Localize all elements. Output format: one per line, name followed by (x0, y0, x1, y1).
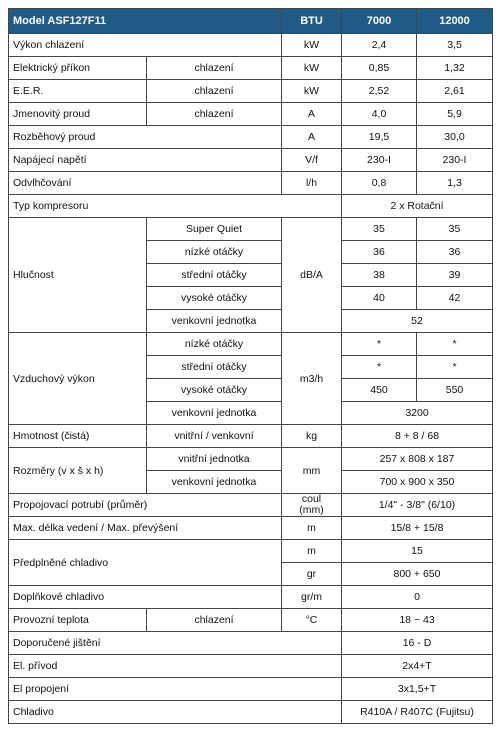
row-value-7000: 40 (342, 287, 417, 310)
row-label: Typ kompresoru (9, 195, 342, 218)
col2-header: 12000 (417, 9, 493, 34)
table-row (9, 103, 493, 126)
row-value: 3x1,5+T (342, 678, 493, 701)
row-value: 2 x Rotační (342, 195, 493, 218)
row-label: El. přívod (9, 655, 342, 678)
table-row (9, 632, 493, 655)
row-label: Napájecí napětí (9, 149, 282, 172)
table-row (9, 425, 493, 448)
row-value: 800 + 650 (342, 563, 493, 586)
row-label: Odvlhčování (9, 172, 282, 195)
unit-header: BTU (282, 9, 342, 34)
row-mode: chlazení (147, 80, 282, 103)
table-row (9, 678, 493, 701)
row-value: 15/8 + 15/8 (342, 517, 493, 540)
table-row (9, 609, 493, 632)
row-unit: A (282, 103, 342, 126)
table-row (9, 333, 493, 356)
row-label: Hmotnost (čistá) (9, 425, 147, 448)
table-row (9, 586, 493, 609)
row-unit: gr/m (282, 586, 342, 609)
row-value-12000: 5,9 (417, 103, 493, 126)
table-row (9, 517, 493, 540)
row-value: 257 x 808 x 187 (342, 448, 493, 471)
table-row (9, 494, 493, 517)
row-value-7000: 2,52 (342, 80, 417, 103)
row-value: 16 - D (342, 632, 493, 655)
row-mode: chlazení (147, 57, 282, 80)
row-unit: m3/h (282, 333, 342, 425)
table-row (9, 149, 493, 172)
row-value-7000: 2,4 (342, 34, 417, 57)
row-value-12000: 35 (417, 218, 493, 241)
table-row (9, 34, 493, 57)
row-mode: střední otáčky (147, 356, 282, 379)
row-value-7000: 230-I (342, 149, 417, 172)
table-row (9, 80, 493, 103)
row-label: Provozní teplota (9, 609, 147, 632)
row-value-12000: 42 (417, 287, 493, 310)
table-row (9, 655, 493, 678)
row-mode: venkovní jednotka (147, 310, 282, 333)
row-unit: dB/A (282, 218, 342, 333)
row-value: 15 (342, 540, 493, 563)
unit-line: coul (301, 493, 322, 505)
row-value: 8 + 8 / 68 (342, 425, 493, 448)
row-value-7000: 38 (342, 264, 417, 287)
row-value-12000: 39 (417, 264, 493, 287)
row-label: Rozměry (v x š x h) (9, 448, 147, 494)
row-value-7000: 36 (342, 241, 417, 264)
row-value-12000: 2,61 (417, 80, 493, 103)
row-mode: venkovní jednotka (147, 402, 282, 425)
row-value-12000: 3,5 (417, 34, 493, 57)
row-value-12000: * (417, 333, 493, 356)
row-mode: Super Quiet (147, 218, 282, 241)
row-unit: l/h (282, 172, 342, 195)
row-label: Výkon chlazení (9, 34, 282, 57)
row-unit: gr (282, 563, 342, 586)
row-value-7000: 0,8 (342, 172, 417, 195)
row-value: 52 (342, 310, 493, 333)
row-label: Max. délka vedení / Max. převýšení (9, 517, 282, 540)
row-mode: vysoké otáčky (147, 379, 282, 402)
row-value: 1/4" - 3/8" (6/10) (342, 494, 493, 517)
row-label: Elektrický příkon (9, 57, 147, 80)
table-row (9, 448, 493, 471)
row-value: 0 (342, 586, 493, 609)
unit-line: (mm) (299, 504, 324, 516)
col1-header: 7000 (342, 9, 417, 34)
row-unit: m (282, 540, 342, 563)
row-unit: m (282, 517, 342, 540)
row-label: Vzduchový výkon (9, 333, 147, 425)
row-mode: střední otáčky (147, 264, 282, 287)
row-unit: °C (282, 609, 342, 632)
row-label: Rozběhový proud (9, 126, 282, 149)
row-label: Doporučené jištění (9, 632, 342, 655)
row-value-7000: 4,0 (342, 103, 417, 126)
row-mode: chlazení (147, 103, 282, 126)
row-unit: mm (282, 448, 342, 494)
spec-table (8, 8, 493, 724)
row-mode: chlazení (147, 609, 282, 632)
row-mode: venkovní jednotka (147, 471, 282, 494)
row-label: Propojovací potrubí (průměr) (9, 494, 282, 517)
row-value-7000: * (342, 356, 417, 379)
table-row (9, 540, 493, 563)
row-unit: kW (282, 57, 342, 80)
row-label: El propojení (9, 678, 342, 701)
table-row (9, 57, 493, 80)
table-row (9, 195, 493, 218)
table-row (9, 126, 493, 149)
row-value-7000: 35 (342, 218, 417, 241)
row-mode: nízké otáčky (147, 241, 282, 264)
row-value: 2x4+T (342, 655, 493, 678)
row-value-7000: 19,5 (342, 126, 417, 149)
row-unit: A (282, 126, 342, 149)
model-header: Model ASF127F11 (9, 9, 282, 34)
row-value: 700 x 900 x 350 (342, 471, 493, 494)
row-mode: vnitřní / venkovní (147, 425, 282, 448)
row-mode: vnitřní jednotka (147, 448, 282, 471)
row-label: Předplněné chladivo (9, 540, 282, 586)
row-value-7000: * (342, 333, 417, 356)
row-label: Doplňkové chladivo (9, 586, 282, 609)
row-unit (282, 494, 342, 517)
row-value-12000: * (417, 356, 493, 379)
header-row (9, 9, 493, 34)
row-value: 18 ~ 43 (342, 609, 493, 632)
row-value-12000: 230-I (417, 149, 493, 172)
row-label: E.E.R. (9, 80, 147, 103)
row-value-12000: 1,32 (417, 57, 493, 80)
row-label: Jmenovitý proud (9, 103, 147, 126)
table-row (9, 172, 493, 195)
row-value-7000: 0,85 (342, 57, 417, 80)
row-label: Hlučnost (9, 218, 147, 333)
row-mode: nízké otáčky (147, 333, 282, 356)
row-value-12000: 30,0 (417, 126, 493, 149)
row-unit: kg (282, 425, 342, 448)
row-value-12000: 1,3 (417, 172, 493, 195)
row-unit: V/f (282, 149, 342, 172)
table-row (9, 701, 493, 724)
row-value-12000: 550 (417, 379, 493, 402)
row-value-7000: 450 (342, 379, 417, 402)
row-value-12000: 36 (417, 241, 493, 264)
row-unit: kW (282, 80, 342, 103)
table-row (9, 218, 493, 241)
row-label: Chladivo (9, 701, 342, 724)
row-value: 3200 (342, 402, 493, 425)
row-value: R410A / R407C (Fujitsu) (342, 701, 493, 724)
row-unit: kW (282, 34, 342, 57)
row-mode: vysoké otáčky (147, 287, 282, 310)
